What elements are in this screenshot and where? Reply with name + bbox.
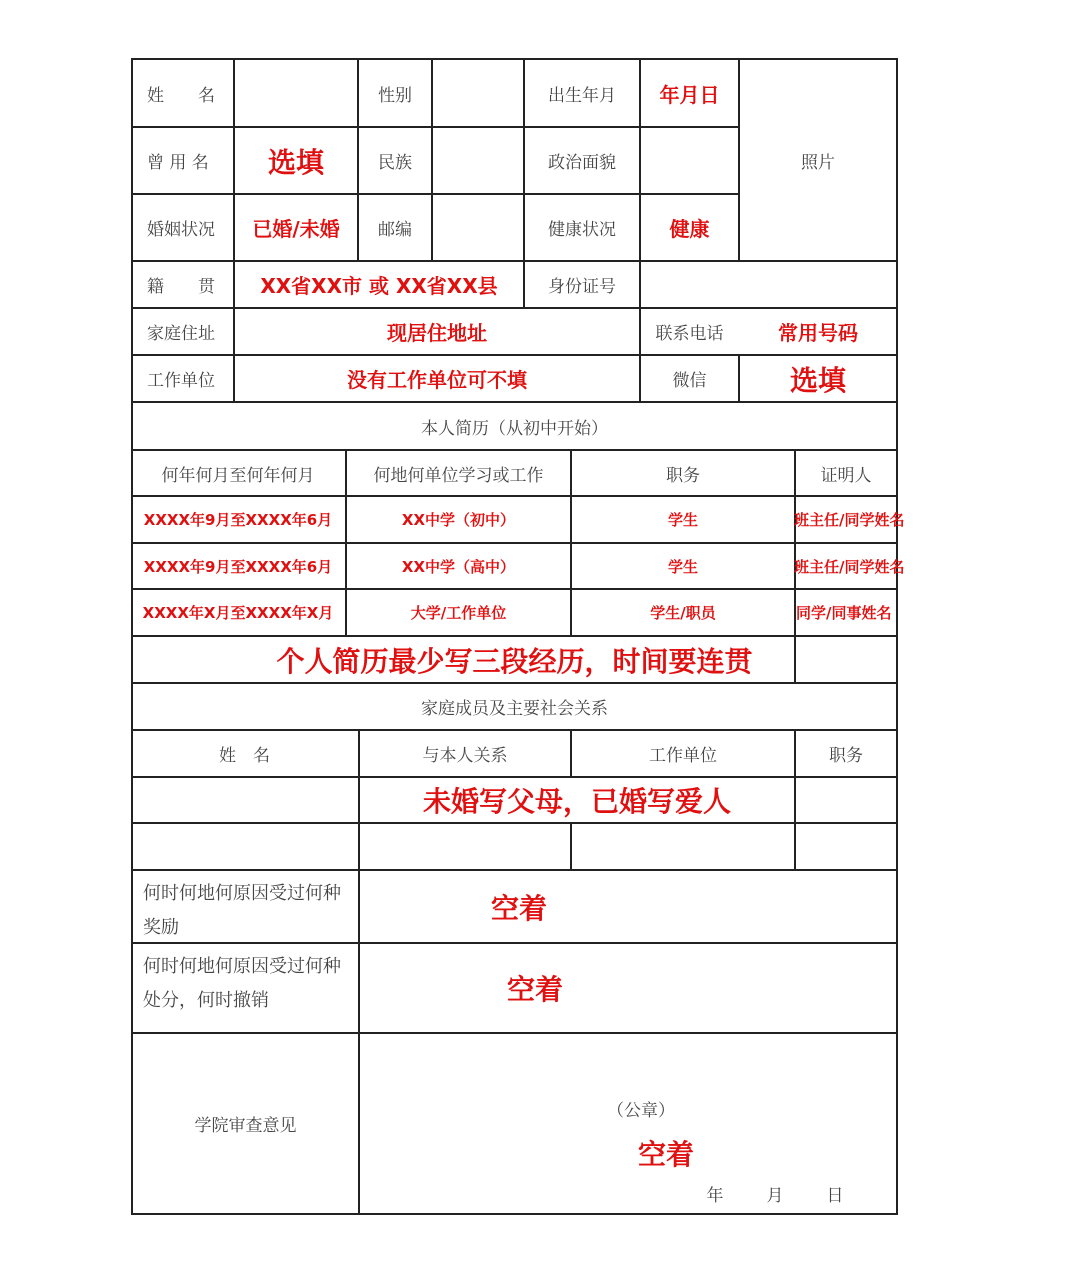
resume-row-2-period[interactable]: XXXX年9月至XXXX年6月 [143,557,333,576]
postcode-field[interactable] [433,195,523,260]
address-label: 家庭住址 [147,324,215,344]
review-date-year: 年 [706,1185,724,1206]
review-label: 学院审查意见 [194,1116,297,1136]
work-unit-value[interactable]: 没有工作单位可不填 [347,368,527,392]
family-header-relation: 与本人关系 [422,746,508,766]
resume-row-2-place[interactable]: XX中学（高中） [401,557,516,576]
birth-value[interactable]: 年月日 [659,82,720,107]
family-row-2-relation[interactable] [360,824,570,869]
rewards-label: 何时何地何原因受过何种奖励 [143,883,341,938]
name-label: 姓 名 [147,85,215,106]
resume-row-2-position[interactable]: 学生 [667,557,698,576]
family-header-position: 职务 [829,746,863,766]
health-value[interactable]: 健康 [669,217,710,241]
review-date-month: 月 [766,1185,784,1206]
resume-header-place: 何地何单位学习或工作 [373,465,544,486]
former-name-value[interactable]: 选填 [267,145,324,179]
gender-field[interactable] [433,60,523,126]
rewards-value[interactable]: 空着 [490,891,547,925]
political-field[interactable] [641,128,738,193]
phone-value[interactable]: 常用号码 [778,321,858,345]
resume-header-witness: 证明人 [820,465,872,486]
name-field[interactable] [235,60,357,126]
marital-label: 婚姻状况 [147,220,215,240]
family-title: 家庭成员及主要社会关系 [421,699,608,719]
marital-value[interactable]: 已婚/未婚 [252,217,340,241]
ethnicity-label: 民族 [378,153,412,173]
registration-form [131,58,905,1215]
family-row-2-work[interactable] [572,824,794,869]
resume-row-1-period[interactable]: XXXX年9月至XXXX年6月 [143,511,333,529]
resume-row-1-witness[interactable]: 班主任/同学姓名 [794,511,905,529]
ethnicity-field[interactable] [433,128,523,193]
former-name-label: 曾 用 名 [147,153,209,173]
political-label: 政治面貌 [548,153,616,173]
native-place-label: 籍 贯 [147,277,215,297]
resume-row-1-place[interactable]: XX中学（初中） [401,511,516,529]
postcode-label: 邮编 [378,220,412,240]
resume-header-period: 何年何月至何年何月 [161,465,315,486]
resume-row-3-witness[interactable]: 同学/同事姓名 [796,604,892,622]
family-header-name: 姓 名 [219,746,270,766]
native-place-value[interactable]: XX省XX市 或 XX省XX县 [260,274,498,298]
resume-row-2-witness[interactable]: 班主任/同学姓名 [794,557,905,576]
resume-row-3-period[interactable]: XXXX年X月至XXXX年X月 [142,604,334,622]
address-value[interactable]: 现居住地址 [387,321,487,345]
review-value[interactable]: 空着 [637,1138,694,1171]
review-date-day: 日 [826,1185,844,1206]
health-label: 健康状况 [548,220,616,240]
punishments-value[interactable]: 空着 [506,973,563,1006]
resume-title: 本人简历（从初中开始） [421,418,608,439]
family-row-1-position[interactable] [796,778,896,822]
review-seal: （公章） [607,1100,675,1121]
id-number-label: 身份证号 [548,277,616,297]
family-header-work: 工作单位 [649,746,717,766]
work-unit-label: 工作单位 [147,371,215,391]
punishments-label: 何时何地何原因受过何种处分，何时撤销 [143,956,341,1011]
family-note: 未婚写父母，已婚写爱人 [360,778,794,822]
wechat-value[interactable]: 选填 [789,363,846,397]
wechat-label: 微信 [672,371,707,391]
gender-label: 性别 [378,85,412,106]
resume-header-position: 职务 [666,465,700,486]
birth-label: 出生年月 [548,85,616,106]
resume-row-3-place[interactable]: 大学/工作单位 [410,604,507,622]
phone-label: 联系电话 [655,324,724,344]
id-number-field[interactable] [641,262,896,307]
photo-area[interactable]: 照片 [801,152,835,173]
family-row-2-position[interactable] [796,824,896,869]
family-row-1-name[interactable] [133,778,358,822]
resume-note: 个人简历最少写三段经历，时间要连贯 [276,644,753,678]
family-row-2-name[interactable] [133,824,358,869]
hline [131,1213,898,1215]
resume-row-3-position[interactable]: 学生/职员 [650,604,716,622]
resume-row-1-position[interactable]: 学生 [667,511,698,529]
